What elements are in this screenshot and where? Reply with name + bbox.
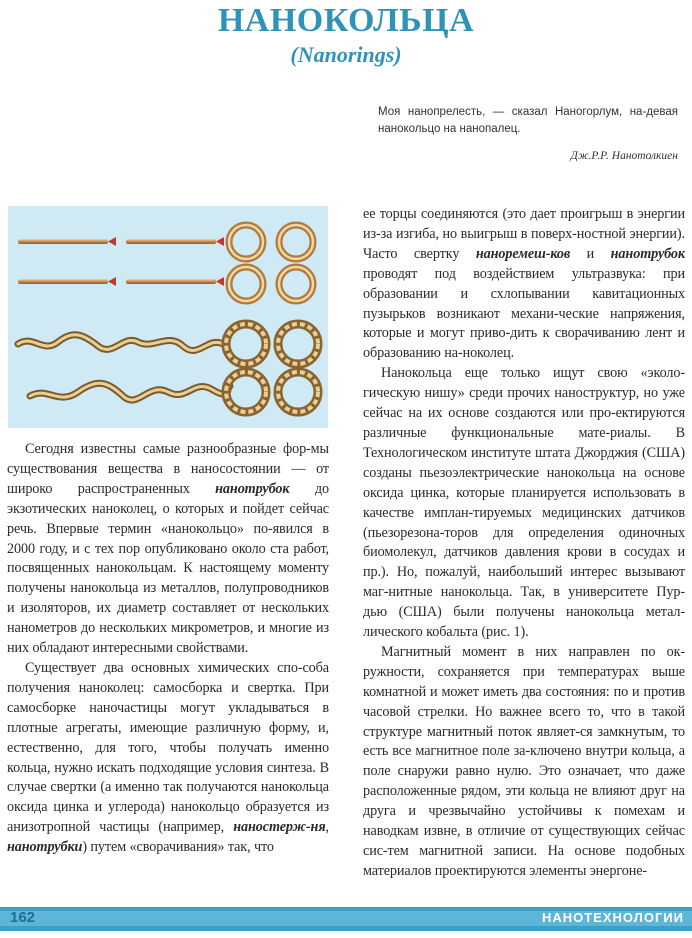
paragraph: Нанокольца еще только ищут свою «эколо-гическую нишу» среди прочих наноструктур, но уже сейчас на их основе создаются или про-ектируются различные функциональные мате-риалы. В Технологическом институте штата Джорджия (США) созданы пьезоэлектрические нанокольца на основе оксида цинка, которые планируется использовать в качестве имплан-тируемых медицинских датчиков (пьезорезона-торов для определения одиночных биомолекул, датчиков давления крови в сосудах и пр.). Но, пожалуй, наибольший интерес вызывают маг-нитные нанокольца. Так, в университете Пур-дью (США) были получены нанокольца метал-лического кобальта (рис. 1). (363, 365, 685, 641)
page-title: НАНОКОЛЬЦА (217, 2, 475, 39)
epigraph-author: Дж.Р.Р. Нанотолкиен (570, 150, 678, 162)
page-number: 162 (10, 909, 36, 926)
page-subtitle: (Nanorings) (290, 42, 402, 67)
magazine-name: НАНОТЕХНОЛОГИИ (541, 910, 684, 925)
wavy-ribbons (18, 335, 230, 400)
paragraph: Существует два основных химических спо-соба получения наноколец: самосборка и свертка. При самосборке наночастицы могут укладываться в плотные агрегаты, имеющие различную форму, и, естественно, для того, чтобы получать именно кольца, нужно искать подходящие условия синтеза. В случае свертки (а именно так получаются нанокольца оксида цинка и углерода) нанокольцо образуется из анизотропной частицы (например, наностерж-ня, нанотрубки) путем «сворачивания» так, что (7, 659, 329, 856)
rod-row-1 (18, 237, 224, 246)
smooth-rings (229, 225, 313, 301)
text-column-right (363, 205, 685, 882)
text-column-left (7, 440, 329, 858)
page-footer (0, 907, 692, 931)
paragraph: Сегодня известны самые разнообразные фор-мы существования вещества в наносостоянии — от широко распространенных нанотрубок до экзотических наноколец, о которых и пойдет сейчас речь. Впервые термин «нанокольцо» по-явился в 2000 году, и с тех пор опубликовано около ста работ, посвященных нанокольцам. К настоящему моменту получены нанокольца из металлов, полупроводников и изоляторов, их диаметр составляет от нескольких нанометров до нескольких микрометров, и многие из них обладают интересными свойствами. (7, 441, 330, 657)
rod-row-2 (18, 277, 224, 286)
nanorings-illustration (8, 206, 328, 428)
textured-rings (226, 324, 318, 412)
nanorings-figure (8, 206, 328, 428)
paragraph: Магнитный момент в них направлен по ок-ружности, сохраняется при температурах выше комнатной и может иметь два состояния: по и против часовой стрелки. Но важнее всего то, что в такой структуре магнитный поток являет-ся замкнутым, то есть все магнитное поле за-ключено внутри кольца, а поле снаружи равно нулю. Это означает, что даже расположенные рядом, эти кольца не влияют друг на друга и чрезвычайно устойчивы к помехам и наводкам извне, в отличие от существующих сейчас сис-тем магнитной записи. На основе подобных материалов проектируются элементы энергоне- (363, 643, 685, 879)
paragraph: ее торцы соединяются (это дает проигрыш в энергии из-за изгиба, но выигрыш в поверх-ностной энергии). Часто свертку наноремеш-ков и нанотрубок проводят под воздействием ультразвука: при образовании и схлопывании кавитационных пузырьков возникают механи-ческие напряжения, которые и могут приво-дить к сворачиванию лент и образованию на-ноколец. (363, 206, 686, 362)
epigraph-text: Моя нанопрелесть, — сказал Наногорлум, на-девая нанокольцо на нанопалец. (378, 106, 678, 135)
